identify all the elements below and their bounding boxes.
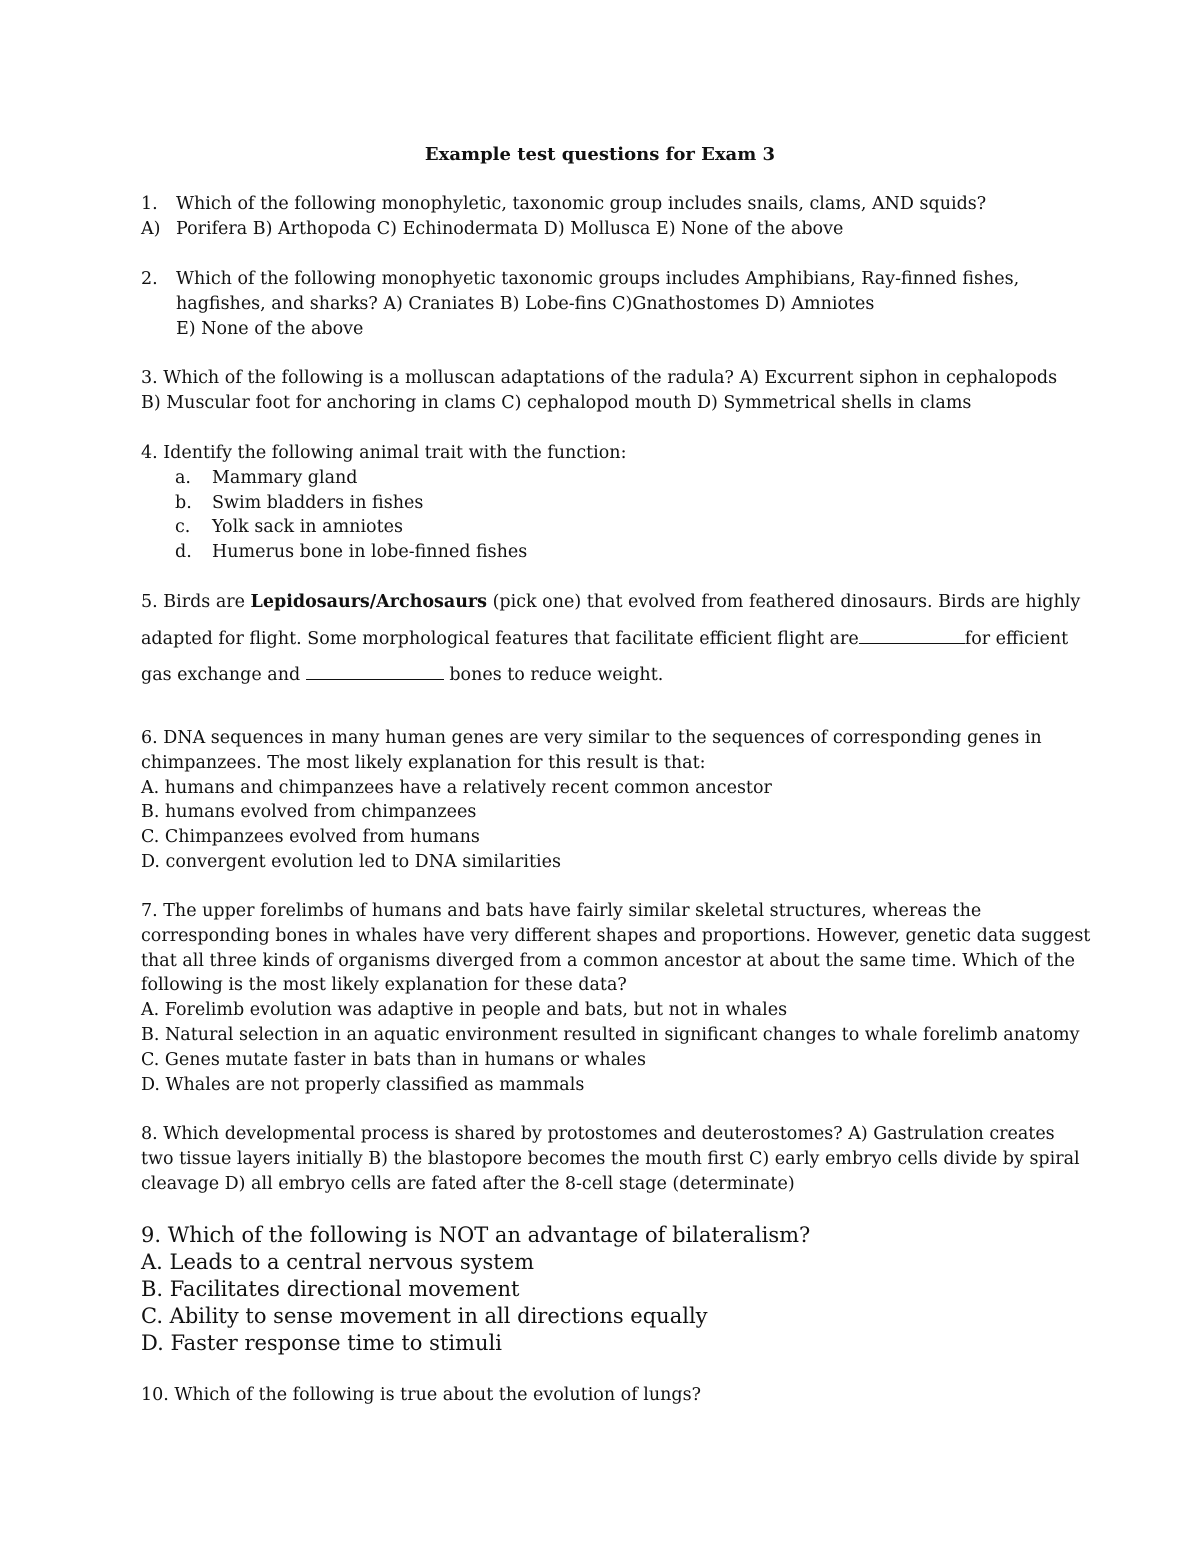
list-item-letter: b. [175,492,192,513]
question-7-option-c: C. Genes mutate faster in bats than in humans or whales [141,1049,646,1070]
question-5-line-3-end: bones to reduce weight. [443,665,664,685]
question-6 [141,726,1071,875]
list-item [141,515,1071,540]
question-5-bold-choice: Lepidosaurs/Archosaurs [250,592,487,612]
fill-in-blank-1 [859,625,965,644]
question-1 [141,192,1071,242]
list-item [141,466,1071,491]
question-1-number: 1. [141,194,158,214]
question-8 [141,1122,1080,1196]
question-6-option-a: A. humans and chimpanzees have a relatively recent common ancestor [141,777,772,798]
question-8-line-3: cleavage D) all embryo cells are fated after the 8-cell stage (determinate) [141,1173,795,1194]
question-7-option-d: D. Whales are not properly classified as mammals [141,1074,585,1095]
question-7-line-1: 7. The upper forelimbs of humans and bats have fairly similar skeletal structures, whereas the [141,901,982,921]
question-10 [141,1383,1071,1408]
question-9-option-d: D. Faster response time to stimuli [141,1331,502,1355]
question-6-option-b: B. humans evolved from chimpanzees [141,802,477,823]
question-8-line-2: two tissue layers initially B) the blastopore becomes the mouth first C) early embryo cells divide by spiral [141,1148,1080,1169]
list-item-letter: a. [175,467,191,488]
question-8-line-1: 8. Which developmental process is shared by protostomes and deuterostomes? A) Gastrulation creates [141,1124,1055,1144]
question-9-option-c: C. Ability to sense movement in all directions equally [141,1304,708,1328]
question-3-line-2: B) Muscular foot for anchoring in clams C) cephalopod mouth D) Symmetrical shells in clams [141,392,972,413]
question-5-line-2-start: adapted for flight. Some morphological features that facilitate efficient flight are [141,628,859,649]
question-7-option-a: A. Forelimb evolution was adaptive in people and bats, but not in whales [141,1000,788,1021]
question-9-stem: 9. Which of the following is NOT an advantage of bilateralism? [141,1223,811,1247]
question-1-stem: Which of the following monophyletic, taxonomic group includes snails, clams, AND squids? [176,194,987,214]
question-7-line-2: corresponding bones in whales have very different shapes and proportions. However, genetic data suggest [141,925,1091,946]
question-1-answer-label: A) [141,218,161,239]
question-5-line-2-end: for efficient [964,628,1069,649]
question-4 [141,441,1071,565]
list-item-letter: c. [175,517,191,538]
question-7-option-b: B. Natural selection in an aquatic environment resulted in significant changes to whale forelimb anatomy [141,1024,1080,1045]
question-7 [141,899,1091,1097]
question-6-line-2: chimpanzees. The most likely explanation for this result is that: [141,752,706,773]
question-1-answers: Porifera B) Arthopoda C) Echinodermata D) Mollusca E) None of the above [176,218,844,239]
list-item-text: Yolk sack in amniotes [212,517,403,538]
question-4-stem: 4. Identify the following animal trait with the function: [141,443,627,463]
question-2-line-1: Which of the following monophyetic taxonomic groups includes Amphibians, Ray-finned fishes, [176,269,1020,289]
question-6-option-c: C. Chimpanzees evolved from humans [141,827,480,848]
page-title: Example test questions for Exam 3 [424,144,776,165]
question-2-line-2: hagfishes, and sharks? A) Craniates B) Lobe-fins C)Gnathostomes D) Amniotes [176,293,875,314]
question-5 [141,584,1081,694]
question-3 [141,366,1071,416]
question-9-option-b: B. Facilitates directional movement [141,1277,520,1301]
question-10-stem: 10. Which of the following is true about the evolution of lungs? [141,1385,701,1405]
fill-in-blank-2 [306,661,444,680]
question-3-line-1: 3. Which of the following is a molluscan adaptations of the radula? A) Excurrent siphon in cephalopods [141,368,1058,388]
question-2-line-3: E) None of the above [176,318,364,339]
question-6-line-1: 6. DNA sequences in many human genes are very similar to the sequences of corresponding genes in [141,728,1042,748]
list-item-text: Humerus bone in lobe-finned fishes [212,542,528,563]
question-2-number: 2. [141,269,158,289]
list-item [141,491,1071,516]
question-5-line-1-rest: (pick one) that evolved from feathered dinosaurs. Birds are highly [487,592,1081,612]
question-7-line-4: following is the most likely explanation for these data? [141,975,627,996]
question-2 [141,267,1071,341]
question-7-line-3: that all three kinds of organisms diverged from a common ancestor at about the same time. Which of the [141,950,1075,971]
question-5-prefix: 5. Birds are [141,592,251,612]
question-9-option-a: A. Leads to a central nervous system [141,1250,535,1274]
list-item-text: Swim bladders in fishes [212,492,424,513]
question-5-line-3-start: gas exchange and [141,665,306,685]
question-6-option-d: D. convergent evolution led to DNA similarities [141,851,561,872]
list-item-text: Mammary gland [212,467,358,488]
list-item [141,540,1071,565]
list-item-letter: d. [175,542,192,563]
question-9 [141,1222,1071,1357]
